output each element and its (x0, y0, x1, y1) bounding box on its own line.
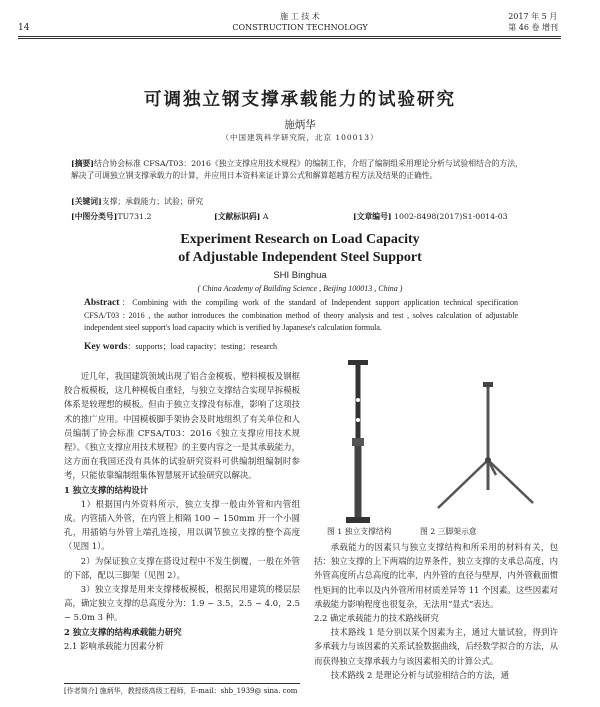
header-rule-thin (18, 38, 561, 39)
author-footnote: [作者简介] 施炳华，教授级高级工程师，E-mail：shb_1939@ sina. com (64, 687, 298, 695)
figure-1-caption: 图 1 独立支撑结构 (327, 527, 392, 536)
figure-1-support-drawing (346, 360, 370, 523)
section-1-heading: 1 独立支撑的结构设计 (64, 484, 149, 495)
figure-captions (327, 526, 503, 537)
affiliation-en: ( China Academy of Building Science , Beijing 100013 , China ) (197, 284, 403, 293)
section-1-item-2: 2）为保证独立支撑在搭设过程中不发生倒覆，一般在外管的下部，配以三脚架（见图 2）。 (64, 555, 300, 580)
issue-info (508, 11, 558, 33)
title-en-line2: of Adjustable Independent Steel Support (178, 250, 422, 265)
section-2-heading: 2 独立支撑的结构承载能力研究 (64, 626, 182, 637)
intro-paragraph: 近几年，我国建筑领域出现了铝合金模板、塑料模板及钢框胶合板模板，这几种模板自重轻，与独立支撑结合实现早拆模板体系是较理想的模板。但由于独立支撑没有标准，影响了这项技术的推广应用。中国模板脚手架协会及时地组织了有关单位和人员编制了协会标准 CFSA/T03：2016《独立支撑应用技术规程》。《独立支撑应用技术规程》的主要内容之一是其承载能力，这方面在我国还没有具体的试验研究资料可供编制组编制时参考，只能依靠编制组集体智慧展开试验研究以解决。 (64, 371, 300, 481)
figure-2-tripod-drawing (438, 382, 533, 508)
journal-name-en: CONSTRUCTION TECHNOLOGY (232, 23, 368, 32)
journal-name-zh: 施 工 技 术 (280, 12, 320, 21)
section-2-1-heading: 2.1 影响承载能力因素分析 (64, 640, 164, 651)
figure-2-caption: 图 2 三脚架示意 (419, 527, 477, 536)
keywords-zh-label: [关键词] (71, 197, 102, 206)
clc-code: [中图分类号]TU731.2 (71, 212, 152, 221)
support-figure (318, 360, 563, 525)
paper-title-en (0, 231, 600, 267)
keywords-zh-text: 支撑；承载能力；试验；研究 (101, 197, 204, 206)
affiliation-zh: （中国建筑科学研究院，北京 100013） (221, 133, 379, 142)
doc-code: [文献标识码] A (214, 212, 269, 221)
abstract-zh-label: [摘要] (71, 159, 94, 168)
author-zh: 施炳华 (284, 119, 316, 131)
factors-paragraph: 承载能力的因素只与独立支撑结构和所采用的材料有关，包括：独立支撑的上下两端的边界条件，独立支撑的支承总高度，内外管高度所占总高度的比率，内外管的直径与壁厚，内外管截面惯性矩间的比率以及内外管所用材质差异等 11 个因素。这些因素对承载能力影响程度也很复杂，无法用“显式”表达。 (314, 542, 558, 609)
keywords-en (84, 341, 277, 352)
keywords-en-text: ：supports；load capacity；testing；research (127, 342, 278, 351)
keywords-zh (71, 196, 203, 207)
route-2-paragraph: 技术路线 2 是理论分析与试验相结合的方法，通 (330, 669, 509, 680)
article-number: [文章编号] 1002-8498(2017)S1-0014-03 (353, 212, 508, 221)
section-2-2-heading: 2.2 确定承载能力的技术路线研究 (314, 613, 439, 624)
title-en-line1: Experiment Research on Load Capacity (180, 232, 420, 247)
page-number: 14 (18, 23, 30, 33)
abstract-en-label: Abstract (84, 298, 120, 308)
keywords-en-label: Key words (84, 342, 128, 352)
footnote-rule (64, 683, 300, 684)
issue-date: 2017 年 5 月 (508, 12, 558, 21)
issue-volume: 第 46 卷 增刊 (508, 23, 558, 32)
section-1-item-3: 3）独立支撑是用来支撑楼板模板，根据民用建筑的楼层层高，确定独立支撑的总高度分为：1.9 ~ 3.5，2.5 ~ 4.0，2.5 ~ 5.0m 3 种。 (64, 584, 300, 623)
section-1-item-1: 1）根据国内外资料所示，独立支撑一般由外管和内管组成。内管插入外管，在内管上相隔 100 ~ 150mm 开一个小圆孔，用插销与外管上端孔连接，用以调节独立支撑的整个高度（见图 1）。 (64, 498, 300, 552)
route-1-paragraph: 技术路线 1 是分别以某个因素为主，通过大量试验，得到许多承载力与该因素的关系试验数据曲线，后经数学拟合的方法，从而获得独立支撑承载力与该因素相关的计算公式。 (314, 627, 558, 666)
right-column (314, 540, 558, 682)
author-en: SHI Binghua (273, 270, 327, 281)
left-column (64, 369, 300, 653)
abstract-zh-text: 结合协会标准 CFSA/T03：2016《独立支撑应用技术规程》的编制工作，介绍了编制组采用理论分析与试验相结合的方法，解决了可调独立钢支撑承载力的计算，并应用日本资料来证计算公式和解算超越方程方法及结果的正确性。 (71, 159, 523, 180)
abstract-zh (71, 158, 525, 181)
paper-title-zh: 可调独立钢支撑承载能力的试验研究 (144, 90, 456, 110)
abstract-en (84, 297, 518, 335)
abstract-en-text: ：Combining with the compiling work of the standard of Independent support application technical specification CFSA/T03 : 2016 , the author introduces the combination method of theory analysis and test , solves calculation of adjustable independent steel support's load capacity which is verified by Japanese's calculation formula. (84, 298, 518, 332)
header-rule (18, 36, 561, 37)
